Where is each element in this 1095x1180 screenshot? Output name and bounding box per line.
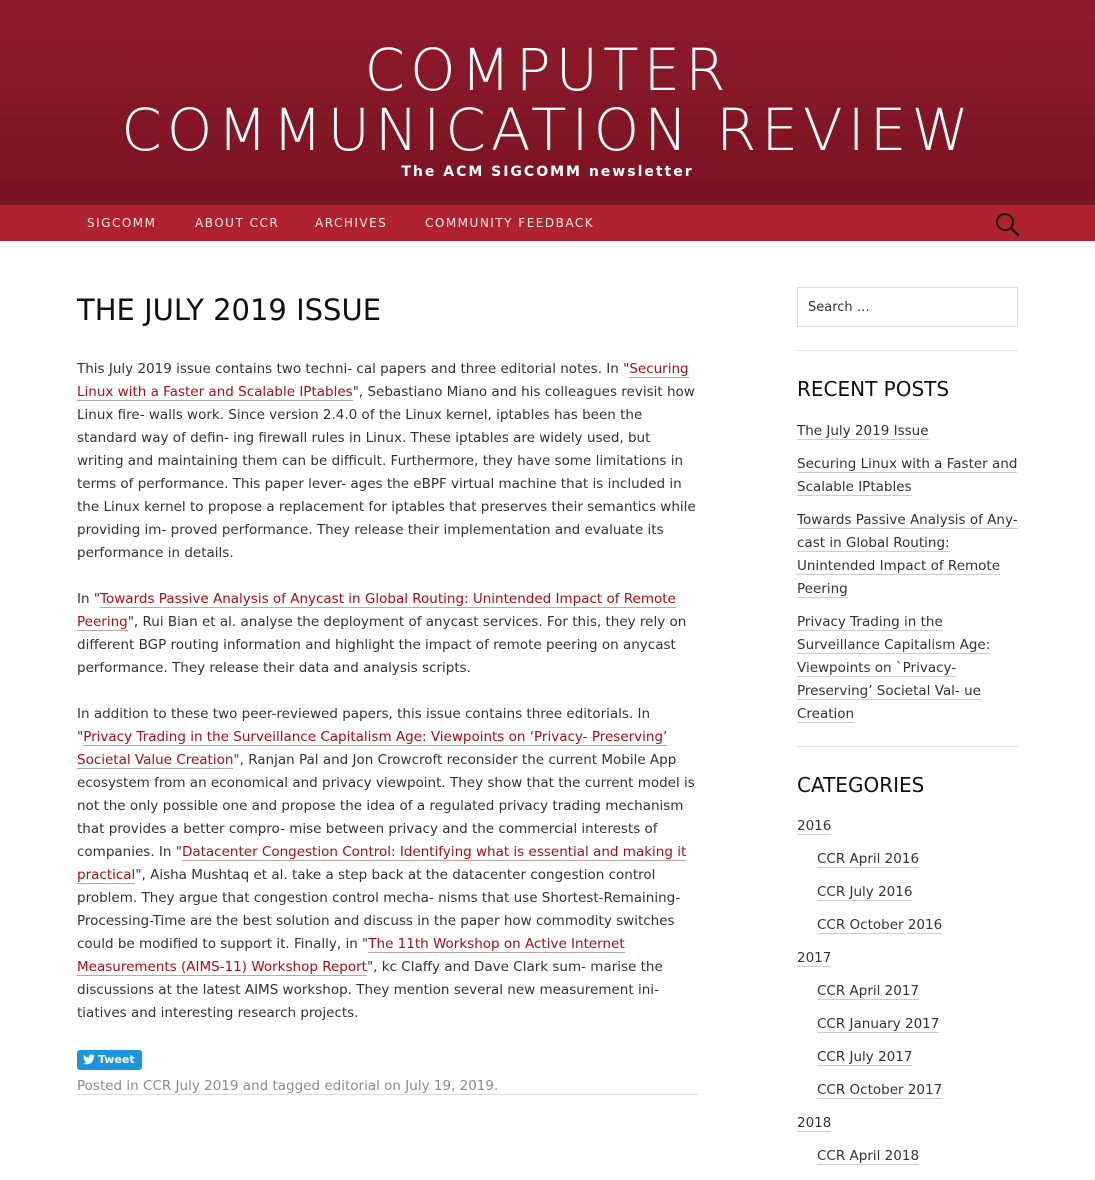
category-link[interactable]: CCR April 2018 <box>817 1148 920 1164</box>
category-item <box>797 817 1018 850</box>
list-item <box>797 611 1018 726</box>
category-link[interactable]: CCR April 2017 <box>817 983 920 999</box>
site-title-line-2[interactable]: COMMUNICATION REVIEW <box>121 96 974 164</box>
tweet-label: Tweet <box>98 1053 135 1066</box>
p1-text-2: ", Sebastiano Miano and his colleagues revisit how Linux fire- walls work. Since version 2.4.0 of the Linux kernel, iptables has been the standard way of defin- ing firewall rules in Linux. These iptables are widely used, but writing and maintaining them can be difficult. Furthermore, they have some limitations in terms of performance. This paper lever- ages the eBPF virtual machine that is included in the Linux kernel to propose a replacement for iptables that preserves their semantics while providing im- proved performance. They release their implementation and evaluate its performance in details. <box>77 384 696 561</box>
site-description: The ACM SIGCOMM newsletter <box>401 164 694 180</box>
meta-posted-in: Posted in <box>77 1078 139 1094</box>
recent-post-link[interactable]: Securing Linux with a Faster and Scalable IPtables <box>797 456 1018 495</box>
recent-post-link[interactable]: The July 2019 Issue <box>797 423 929 439</box>
link-datacenter-congestion[interactable]: Datacenter Congestion Control: Identifying what is essential and making it practical <box>77 844 687 883</box>
category-item <box>797 1015 1018 1048</box>
categories-title: CATEGORIES <box>797 773 925 797</box>
twitter-bird-icon <box>83 1052 95 1072</box>
category-link[interactable]: 2017 <box>797 950 832 966</box>
link-securing-linux[interactable]: Securing Linux with a Faster and Scalable IPtables <box>77 361 689 400</box>
p3-text-1: In addition to these two peer-reviewed papers, this issue contains three editorials. In " <box>77 706 651 745</box>
p2-text-2: ", Rui Bian et al. analyse the deployment of anycast services. For this, they rely on different BGP routing information and highlight the impact of remote peering on anycast performance. They release their data and analysis scripts. <box>77 614 687 676</box>
post-paragraph-1 <box>77 358 699 565</box>
p3-text-4: ", kc Claffy and Dave Clark sum- marise the discussions at the latest AIMS workshop. They mention several new measurement ini- tiatives and interesting research projects. <box>77 959 663 1021</box>
list-item <box>797 453 1018 499</box>
link-passive-anycast[interactable]: Towards Passive Analysis of Anycast in Global Routing: Unintended Impact of Remote Peering <box>77 591 676 630</box>
p3-text-3: ", Aisha Mushtaq et al. take a step back at the datacenter congestion control problem. They argue that congestion control mecha- nisms that use Shortest-Remaining- Processing-Time are the best solution and discuss in the paper how commodity switches could be modified to support it. Finally, in " <box>77 867 681 952</box>
category-link[interactable]: CCR January 2017 <box>817 1016 940 1032</box>
list-item <box>797 509 1018 601</box>
nav-item-sigcomm[interactable]: SIGCOMM <box>87 216 157 230</box>
recent-posts-list <box>797 420 1018 726</box>
category-item <box>797 1114 1018 1147</box>
sidebar-search-input[interactable] <box>797 287 1018 327</box>
categories-list <box>797 817 1018 1180</box>
nav-item-archives[interactable]: ARCHIVES <box>315 216 388 230</box>
category-link[interactable]: CCR October 2016 <box>817 917 943 933</box>
meta-category-link[interactable]: CCR July 2019 <box>143 1078 239 1094</box>
list-item <box>797 420 1018 443</box>
category-item <box>797 883 1018 916</box>
search-icon[interactable] <box>994 211 1020 237</box>
main-navigation <box>0 205 1095 241</box>
category-item <box>797 1147 1018 1180</box>
nav-item-community-feedback[interactable]: COMMUNITY FEEDBACK <box>425 216 595 230</box>
category-link[interactable]: CCR October 2017 <box>817 1082 943 1098</box>
sidebar-divider <box>797 350 1018 351</box>
sidebar <box>797 287 1018 1180</box>
meta-date-link[interactable]: July 19, 2019 <box>405 1078 494 1094</box>
post-title[interactable]: THE JULY 2019 ISSUE <box>77 293 382 327</box>
post-content <box>77 290 699 1094</box>
post-meta <box>77 1078 699 1094</box>
site-title[interactable] <box>0 36 1095 164</box>
site-header <box>0 0 1095 205</box>
meta-on: on <box>384 1078 401 1094</box>
meta-period: . <box>493 1078 499 1094</box>
link-aims-workshop[interactable]: The 11th Workshop on Active Internet Measurements (AIMS-11) Workshop Report <box>77 936 625 975</box>
category-link[interactable]: 2018 <box>797 1115 832 1131</box>
category-item <box>797 949 1018 982</box>
recent-post-link[interactable]: Privacy Trading in the Surveillance Capitalism Age: Viewpoints on `Privacy-Preserving’ Societal Val- ue Creation <box>797 614 991 722</box>
site-title-line-1[interactable]: COMPUTER <box>364 36 731 104</box>
nav-item-about-ccr[interactable]: ABOUT CCR <box>195 216 280 230</box>
post-paragraph-3 <box>77 703 699 1025</box>
category-link[interactable]: CCR July 2016 <box>817 884 913 900</box>
category-link[interactable]: 2016 <box>797 818 832 834</box>
p1-text-1: This July 2019 issue contains two techni- cal papers and three editorial notes. In " <box>77 361 630 377</box>
meta-tag-link[interactable]: editorial <box>324 1078 380 1094</box>
link-privacy-trading[interactable]: Privacy Trading in the Surveillance Capitalism Age: Viewpoints on ‘Privacy- Preserving’ Societal Value Creation <box>77 729 668 768</box>
post-paragraph-2 <box>77 588 699 680</box>
category-item <box>797 916 1018 949</box>
share-area <box>77 1048 699 1070</box>
meta-and-tagged: and tagged <box>242 1078 321 1094</box>
recent-post-link[interactable]: Towards Passive Analysis of Any- cast in Global Routing: Unintended Impact of Remote Peering <box>797 512 1018 597</box>
content-divider <box>77 1094 698 1095</box>
post-body <box>77 358 699 1025</box>
category-link[interactable]: CCR July 2017 <box>817 1049 913 1065</box>
category-item <box>797 850 1018 883</box>
tweet-button[interactable] <box>77 1050 142 1070</box>
recent-posts-title: RECENT POSTS <box>797 377 950 401</box>
category-item <box>797 982 1018 1015</box>
category-item <box>797 1081 1018 1114</box>
p3-text-2: ", Ranjan Pal and Jon Crowcroft reconsider the current Mobile App ecosystem from an economical and privacy viewpoint. They show that the current model is not the only possible one and propose the idea of a regulated privacy trading mechanism that provides a better compro- mise between privacy and the commercial interests of companies. In " <box>77 752 695 860</box>
category-item <box>797 1048 1018 1081</box>
category-link[interactable]: CCR April 2016 <box>817 851 920 867</box>
p2-text-1: In " <box>77 591 101 607</box>
sidebar-divider <box>797 746 1018 747</box>
